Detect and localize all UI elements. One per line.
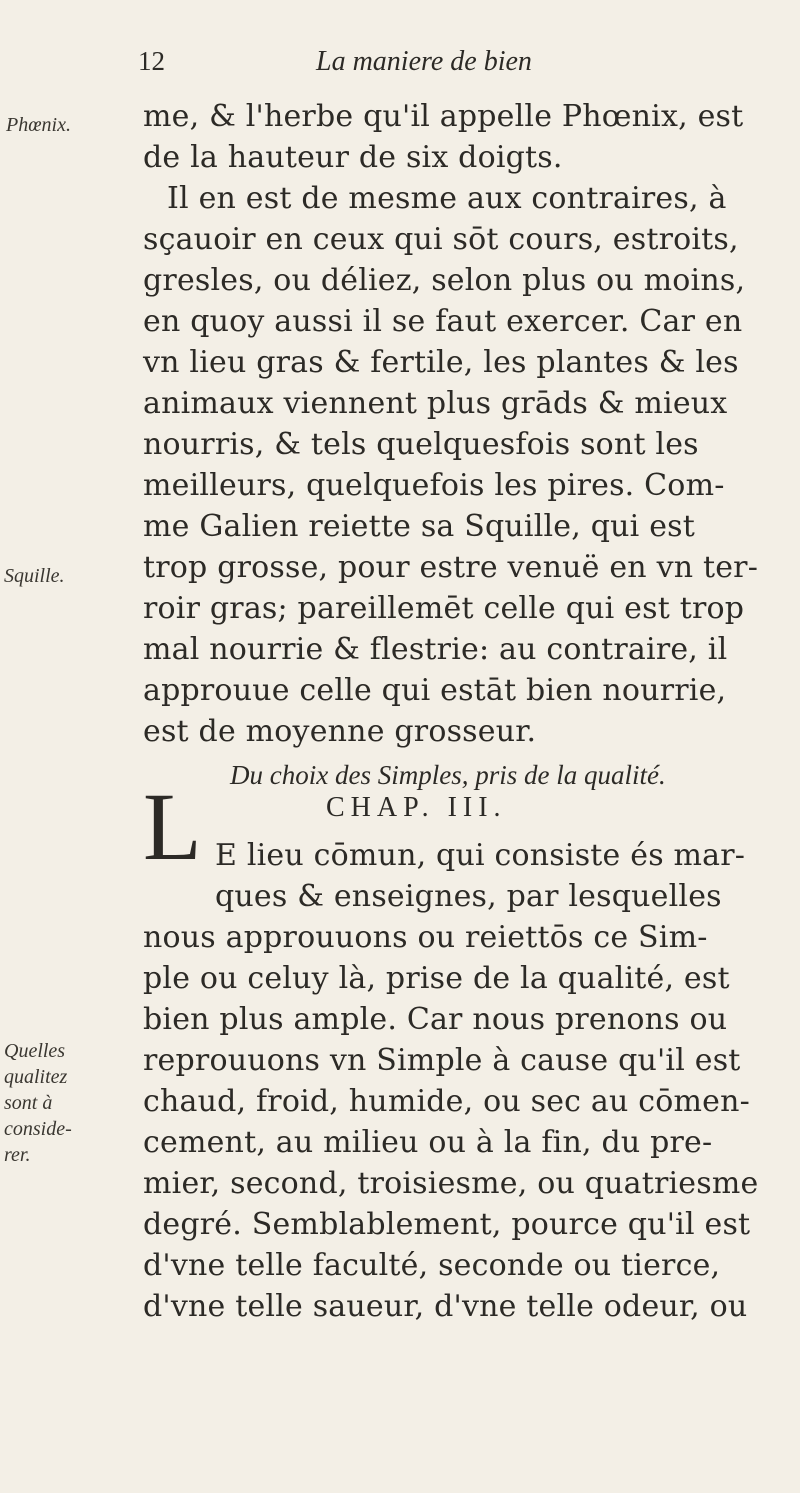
text-line: mal nourrie & flestrie: au contraire, il [143, 632, 728, 667]
margin-note-line: Quelles [4, 1040, 66, 1062]
text-line: meilleurs, quelquefois les pires. Com- [143, 468, 725, 503]
drop-cap: L [143, 773, 202, 880]
text-line: degré. Semblablement, pource qu'il est [143, 1207, 751, 1242]
text-line: nourris, & tels quelquesfois sont les [143, 427, 699, 462]
text-line: vn lieu gras & fertile, les plantes & les [143, 345, 739, 380]
text-line: approuue celle qui estāt bien nourrie, [143, 673, 727, 708]
text-line: trop grosse, pour estre venuë en vn ter- [143, 550, 759, 585]
margin-note-line: conside- [4, 1118, 72, 1140]
page-header [138, 46, 778, 86]
text-line: cement, au milieu ou à la fin, du pre- [143, 1125, 713, 1160]
text-line: bien plus ample. Car nous prenons ou [143, 1002, 728, 1037]
text-line: chaud, froid, humide, ou sec au cōmen- [143, 1084, 750, 1119]
text-line: gresles, ou déliez, selon plus ou moins, [143, 263, 746, 298]
margin-note-line: sont à [4, 1092, 53, 1114]
section-subheading: Du choix des Simples, pris de la qualité. [230, 760, 666, 790]
text-line: ques & enseignes, par lesquelles [215, 879, 722, 914]
margin-note-line: rer. [4, 1144, 31, 1166]
text-line: sçauoir en ceux qui sōt cours, estroits, [143, 222, 739, 257]
text-line: d'vne telle saueur, d'vne telle odeur, ou [143, 1289, 748, 1324]
text-line: reprouuons vn Simple à cause qu'il est [143, 1043, 741, 1078]
text-line: roir gras; pareillemēt celle qui est trop [143, 591, 745, 626]
running-title: La maniere de bien [316, 46, 532, 77]
text-line: me, & l'herbe qu'il appelle Phœnix, est [143, 99, 744, 134]
text-line: mier, second, troisiesme, ou quatriesme [143, 1166, 759, 1201]
text-line: Il en est de mesme aux contraires, à [167, 181, 727, 216]
margin-note-squille: Squille. [4, 565, 65, 587]
text-line: de la hauteur de six doigts. [143, 140, 563, 175]
margin-note-quelles-qualitez [4, 1038, 124, 1168]
text-line: d'vne telle faculté, seconde ou tierce, [143, 1248, 721, 1283]
margin-note-line: qualitez [4, 1066, 68, 1088]
text-line: me Galien reiette sa Squille, qui est [143, 509, 695, 544]
text-line: en quoy aussi il se faut exercer. Car en [143, 304, 743, 339]
chapter-label: CHAP. III. [326, 792, 507, 823]
text-line: animaux viennent plus grāds & mieux [143, 386, 728, 421]
margin-note-phoenix: Phœnix. [6, 114, 71, 136]
page-number: 12 [138, 46, 165, 76]
text-line: E lieu cōmun, qui consiste és mar- [215, 838, 746, 873]
text-line: est de moyenne grosseur. [143, 714, 537, 749]
text-line: ple ou celuy là, prise de la qualité, est [143, 961, 730, 996]
text-line: nous approuuons ou reiettōs ce Sim- [143, 920, 708, 955]
